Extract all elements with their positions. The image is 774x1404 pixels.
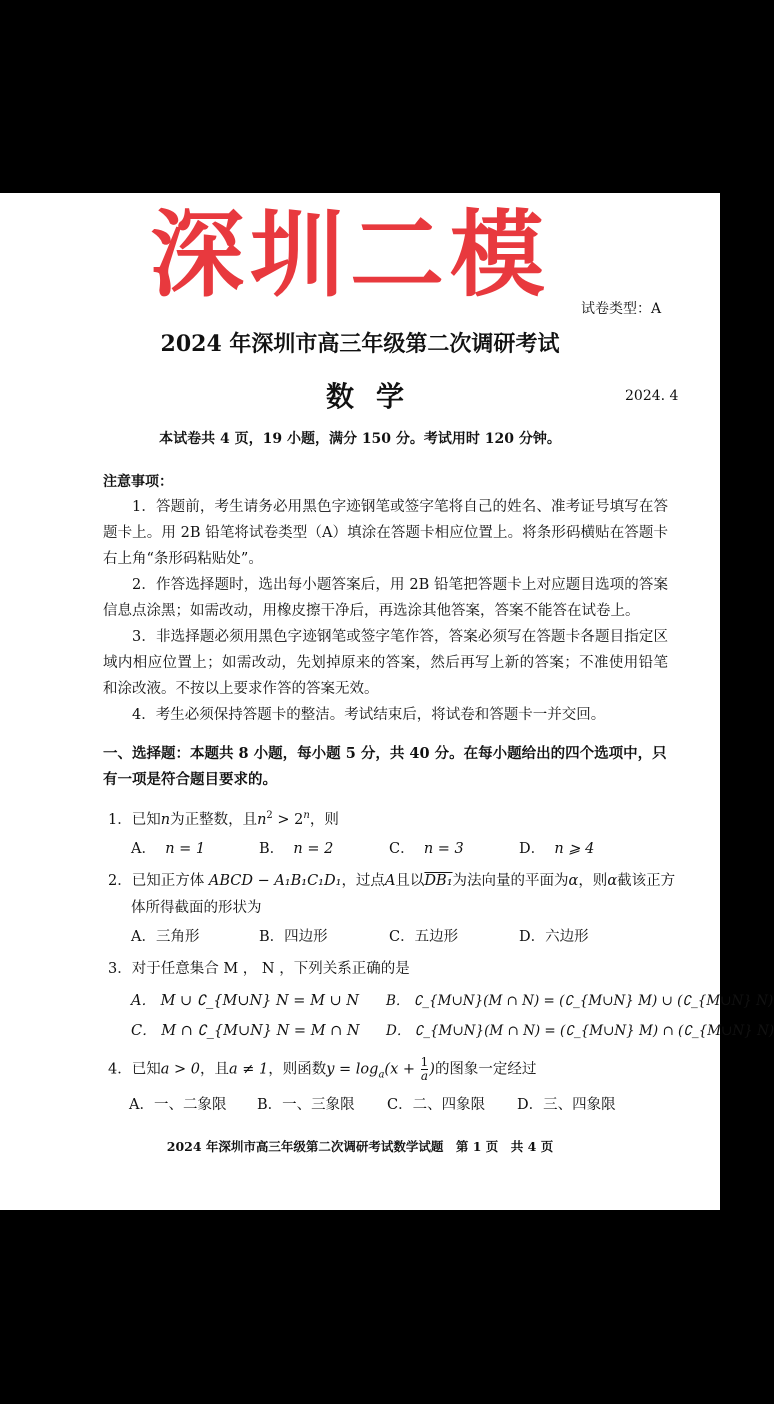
notice-item-3: 3．非选择题必须用黑色字迹钢笔或签字笔作答，答案必须写在答题卡各题目指定区域内相应位置上；如需改动，先划掉原来的答案，然后再写上新的答案；不准使用铅笔和涂改液。不按以上要求作答的答案无效。 — [103, 629, 668, 697]
subject-title: 数学 — [326, 380, 427, 413]
question-1: 1．已知n为正整数，且$n^2 > 2^n$，则 — [108, 810, 339, 828]
q1-option-d: D． n ⩾ 4 — [519, 841, 595, 857]
notice-item-1: 1．答题前，考生请务必用黑色字迹钢笔或签字笔将自己的姓名、准考证号填写在答题卡上。用 2B 铅笔将试卷类型（A）填涂在答题卡相应位置上。将条形码横贴在答题卡右上角“条形码粘贴处”。 — [103, 499, 668, 567]
q4-option-c: C．二、四象限 — [387, 1097, 486, 1113]
q1-option-a: A． n = 1 — [131, 841, 206, 857]
page-footer: 2024 年深圳市高三年级第二次调研考试数学试题 第 1 页 共 4 页 — [166, 1139, 554, 1154]
notice-item-4: 4．考生必须保持答题卡的整洁。考试结束后，将试卷和答题卡一并交回。 — [132, 707, 606, 723]
q2-option-a: A．三角形 — [131, 929, 200, 945]
exam-title: 2024 年深圳市高三年级第二次调研考试 — [160, 331, 560, 357]
q3-option-c: C． M ∩ ∁_{M∪N} N = M ∩ N — [131, 1023, 360, 1039]
exam-info: 本试卷共 4 页，19 小题，满分 150 分。考试用时 120 分钟。 — [159, 431, 561, 447]
q3-option-a: A． M ∪ ∁_{M∪N} N = M ∪ N — [131, 993, 359, 1009]
q4-option-d: D．三、四象限 — [517, 1097, 616, 1113]
q2-option-c: C．五边形 — [389, 929, 459, 945]
q4-option-a: A．一、二象限 — [129, 1097, 227, 1113]
question-2: 2．已知正方体 ABCD − A₁B₁C₁D₁，过点A且以DB₁为法向量的平面为α，则α截该正方 — [108, 873, 676, 889]
q3-option-d: D． ∁_{M∪N}(M ∩ N) = (∁_{M∪N} M) ∩ (∁_{M∪N} N) — [386, 1023, 774, 1039]
paper-type: 试卷类型：A — [581, 301, 662, 317]
q4-option-b: B．一、三象限 — [257, 1097, 355, 1113]
q1-option-b: B． n = 2 — [259, 841, 334, 857]
stamp-title: 深圳二模 — [150, 201, 551, 310]
q2-option-b: B．四边形 — [259, 929, 328, 945]
question-4: 4．已知a > 0，且a ≠ 1，则函数$y = \log_a(x$ + $\frac{1}{a}$ )的图象一定经过 — [108, 1055, 537, 1083]
question-3: 3．对于任意集合 M ， N ，下列关系正确的是 — [108, 961, 410, 977]
notice-heading: 注意事项： — [103, 474, 173, 490]
exam-paper — [0, 193, 774, 1210]
section-heading: 一、选择题：本题共 8 小题，每小题 5 分，共 40 分。在每小题给出的四个选项中，只有一项是符合题目要求的。 — [103, 745, 667, 788]
notice-item-2: 2．作答选择题时，选出每小题答案后，用 2B 铅笔把答题卡上对应题目选项的答案信息点涂黑；如需改动，用橡皮擦干净后，再选涂其他答案，答案不能答在试卷上。 — [103, 577, 668, 619]
exam-date: 2024. 4 — [625, 388, 679, 404]
q2-option-d: D．六边形 — [519, 929, 589, 945]
q3-option-b: B． ∁_{M∪N}(M ∩ N) = (∁_{M∪N} M) ∪ (∁_{M∪N} N) — [386, 993, 774, 1009]
q1-option-c: C． n = 3 — [389, 841, 464, 857]
question-2-line-2: 体所得截面的形状为 — [131, 900, 262, 916]
